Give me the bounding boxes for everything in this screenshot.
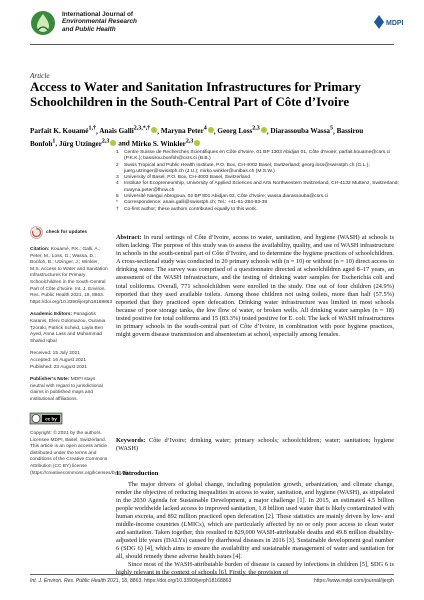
author[interactable]: Jürg Utzinger$^{2,3}$ [58,138,110,148]
affiliation: 1 Centre Suisse de Recherches Scientifiques en Côte d’Ivoire, 01 BP 1303 Abidjan 01, Côte d’Ivoire; parfait.kouame@csrs.ci (P.K.K.); bassirou.bonfoh@csrs.ci (B.B.) [116,150,391,162]
publisher-note: Publisher’s Note: MDPI stays neutral with regard to jurisdictional claims in published maps and institutional affiliations. [30,377,103,402]
author[interactable]: Maryna Peter$^4$ [160,126,207,136]
article-info-sidebar [30,226,130,483]
copyright-block: Copyright: © 2021 by the authors. Licensee MDPI, Basel, Switzerland. This article is an open access article distributed under the terms and conditions of the Creative Commons Attribution (CC BY) license (https://creativecommons.org/licenses/by/4.0/). [30,431,130,476]
published-date: Published: 23 August 2021 [30,364,88,370]
author[interactable]: Parfait K. Kouamé$^{1,\dagger}$ [30,126,96,136]
introduction-body [116,481,394,577]
author[interactable]: Mirko S. Winkler$^{2,3}$ [131,138,194,148]
mdpi-logo-icon[interactable] [370,13,404,31]
citation-block: Citation: Kouamé, P.K.; Galli, A.; Peter, M.; Loss, G.; Wassa, D.; Bonfoh, B.; Utzinger, J.; Winkler, M.S. Access to Water and Sanitation Infrastructures for Primary Schoolchildren in the South-Central Part of Côte d’Ivoire. Int. J. Environ. Res. Public Health 2021, 18, 8863. https://doi.org/10.3390/ijerph18168863 [30,247,113,305]
co-first-author-note: † Co-first author; these authors contributed equally to this work. [116,206,258,212]
author-list: Parfait K. Kouamé$^{1,\dagger}$, Anaïs Galli$^{2,3,*,\dagger}$ , Maryna Peter$^4$ , Georg Loss$^{2,3}$ , Diarassouba Wassa$^5$, Bassirou Bonfoh$^1$, Jürg Utzinger$^{2,3}$ and Mirko S. Winkler$^{2,3}$ [30,126,364,148]
orcid-icon[interactable] [208,127,214,133]
academic-editors: Academic Editors: Panagiotis Karanis, Eleni Golomazou, Ourania Tzoraki, Patrick Scheid, Layla Ben Ayed, Anna Lass and Muhammad Shahid Iqbal [30,312,106,344]
author[interactable]: Georg Loss$^{2,3}$ [217,126,260,136]
affiliation: 4 Institute for Ecopreneurship, University of Applied Sciences and Arts Northwestern Switzerland, CH-4132 Muttenz, Switzerland; maryna.peter@fhnw.ch [116,181,399,193]
abstract: Abstract: In rural settings of Côte d’Ivoire, access to water, sanitation, and hygiene (WASH) at schools is often lacking. The purpose of this study was to assess the availability, quality, and use of WASH infrastructure in schools in the south-central part of Côte d’Ivoire, and to determine the hygiene practices of schoolchildren. A cross-sectional study was conducted in 20 primary schools with (n = 10) or without (n = 10) direct access to drinking water. The survey was comprised of a questionnaire directed at schoolchildren aged 8–17 years, an assessment of the WASH infrastructure, and the testing of drinking water samples for Escherichia coli and total coliforms. Overall, 771 schoolchildren were enrolled in the study. One out of four children (24.9%) reported that they used available toilets. Among those children not using toilets, more than half (57.5%) reported that they practiced open defecation. Drinking water infrastructure was limited in most schools because of poor storage tanks, the low flow of water, or broken wells. All drinking water samples (n = 18) tested positive for total coliforms and 15 (83.3%) tested positive for E. coli. The lack of WASH infrastructures in primary schools in the south-central part of Côte d’Ivoire, in combination with poor hygiene practices, might govern disease transmission and absenteeism at school, especially among females. [116,234,394,339]
cc-by-license-icon[interactable] [30,413,62,424]
affiliations [116,150,406,213]
received-date: Received: 15 July 2021 [30,351,80,357]
affiliation: 3 University of Basel, P.O. Box, CH-4003 Basel, Switzerland [116,175,251,181]
orcid-icon[interactable] [151,127,157,133]
header-divider [30,44,394,45]
paragraph: Since most of the WASH-attributable burden of disease is caused by infections in children [5], SDG 6 is highly relevant in the context of schools [6]. Firstly, the provision of [116,561,394,576]
author[interactable]: Bassirou Bonfoh$^1$ [30,127,364,148]
publisher-name: MDPI [386,20,404,27]
check-updates-icon [30,226,43,239]
journal-name[interactable]: International Journal of Environmental Research and Public Health [62,11,137,33]
keywords: Keywords: Côte d’Ivoire; drinking water; primary schools; schoolchildren; water; sanitation; hygiene (WASH) [116,437,394,453]
author[interactable]: Diarassouba Wassa$^5$ [270,126,333,136]
correspondence: * Correspondence: anais.galli@swisstph.ch; Tel.: +41-61-284-83-39 [116,200,268,206]
affiliation: 2 Swiss Tropical and Public Health Institute, P.O. Box, CH-4002 Basel, Switzerland; georg.loss@swisstph.ch (G.L.); juerg.utzinger@swisstph.ch (J.U.); mirko.winkler@unibas.ch (M.S.W.) [116,162,370,174]
article-title: Access to Water and Sanitation Infrastructures for Primary Schoolchildren in the South-Central Part of Côte d’Ivoire [30,79,361,109]
orcid-icon[interactable] [194,140,200,146]
affiliation: 5 Université Nangui Abrogoua, 02 BP 801 Abidjan 02, Côte d’Ivoire; wassa.diarassouba@csrs.ci [116,194,329,200]
article-type: Article [30,72,50,80]
journal-url-link[interactable]: https://www.mdpi.com/journal/ijerph [313,578,394,584]
section-heading: 1. Introduction [116,470,159,477]
footer-divider [30,574,394,575]
check-for-updates-button[interactable]: check for updates [30,226,108,239]
cc-badge-text: cc by [45,416,57,422]
dates-block [30,351,108,371]
paragraph: The major drivers of global change, including population growth, urbanization, and climate change, render the objective of reducing inequalities in access to water, sanitation, and hygiene (WASH), as stipulated in the 2030 Agenda for Sustainable Development, a major challenge [1]. In 2015, an estimated 4.5 billion people worldwide lacked access to improved sanitation, 1.8 billion used water that is likely contaminated with human excreta, and 892 million practiced open defecation [2]. These statistics are mainly driven by low- and middle-income countries (LMICs), which are particularly affected by no or only poor access to clean water and sanitation. Taken together, this resulted in 829,000 WASH-attributable deaths and 49.8 million disability-adjusted life years (DALYs) caused by diarrhoeal diseases in 2016 [3]. Sustainable development goal number 6 (SDG 6) [4], which aims to ensure the availability and sustainable management of water and sanitation for all, should remedy these adverse health issues [4]. [116,481,394,560]
author[interactable]: Anaïs Galli$^{2,3,*,\dagger}$ [99,126,151,136]
orcid-icon[interactable] [110,140,116,146]
journal-logo-icon [30,10,56,36]
accepted-date: Accepted: 16 August 2021 [30,357,87,363]
orcid-icon[interactable] [261,127,267,133]
footer-citation: Int. J. Environ. Res. Public Health 2021, 18, 8863. https://doi.org/10.3390/ijerph18168863 [30,578,232,584]
